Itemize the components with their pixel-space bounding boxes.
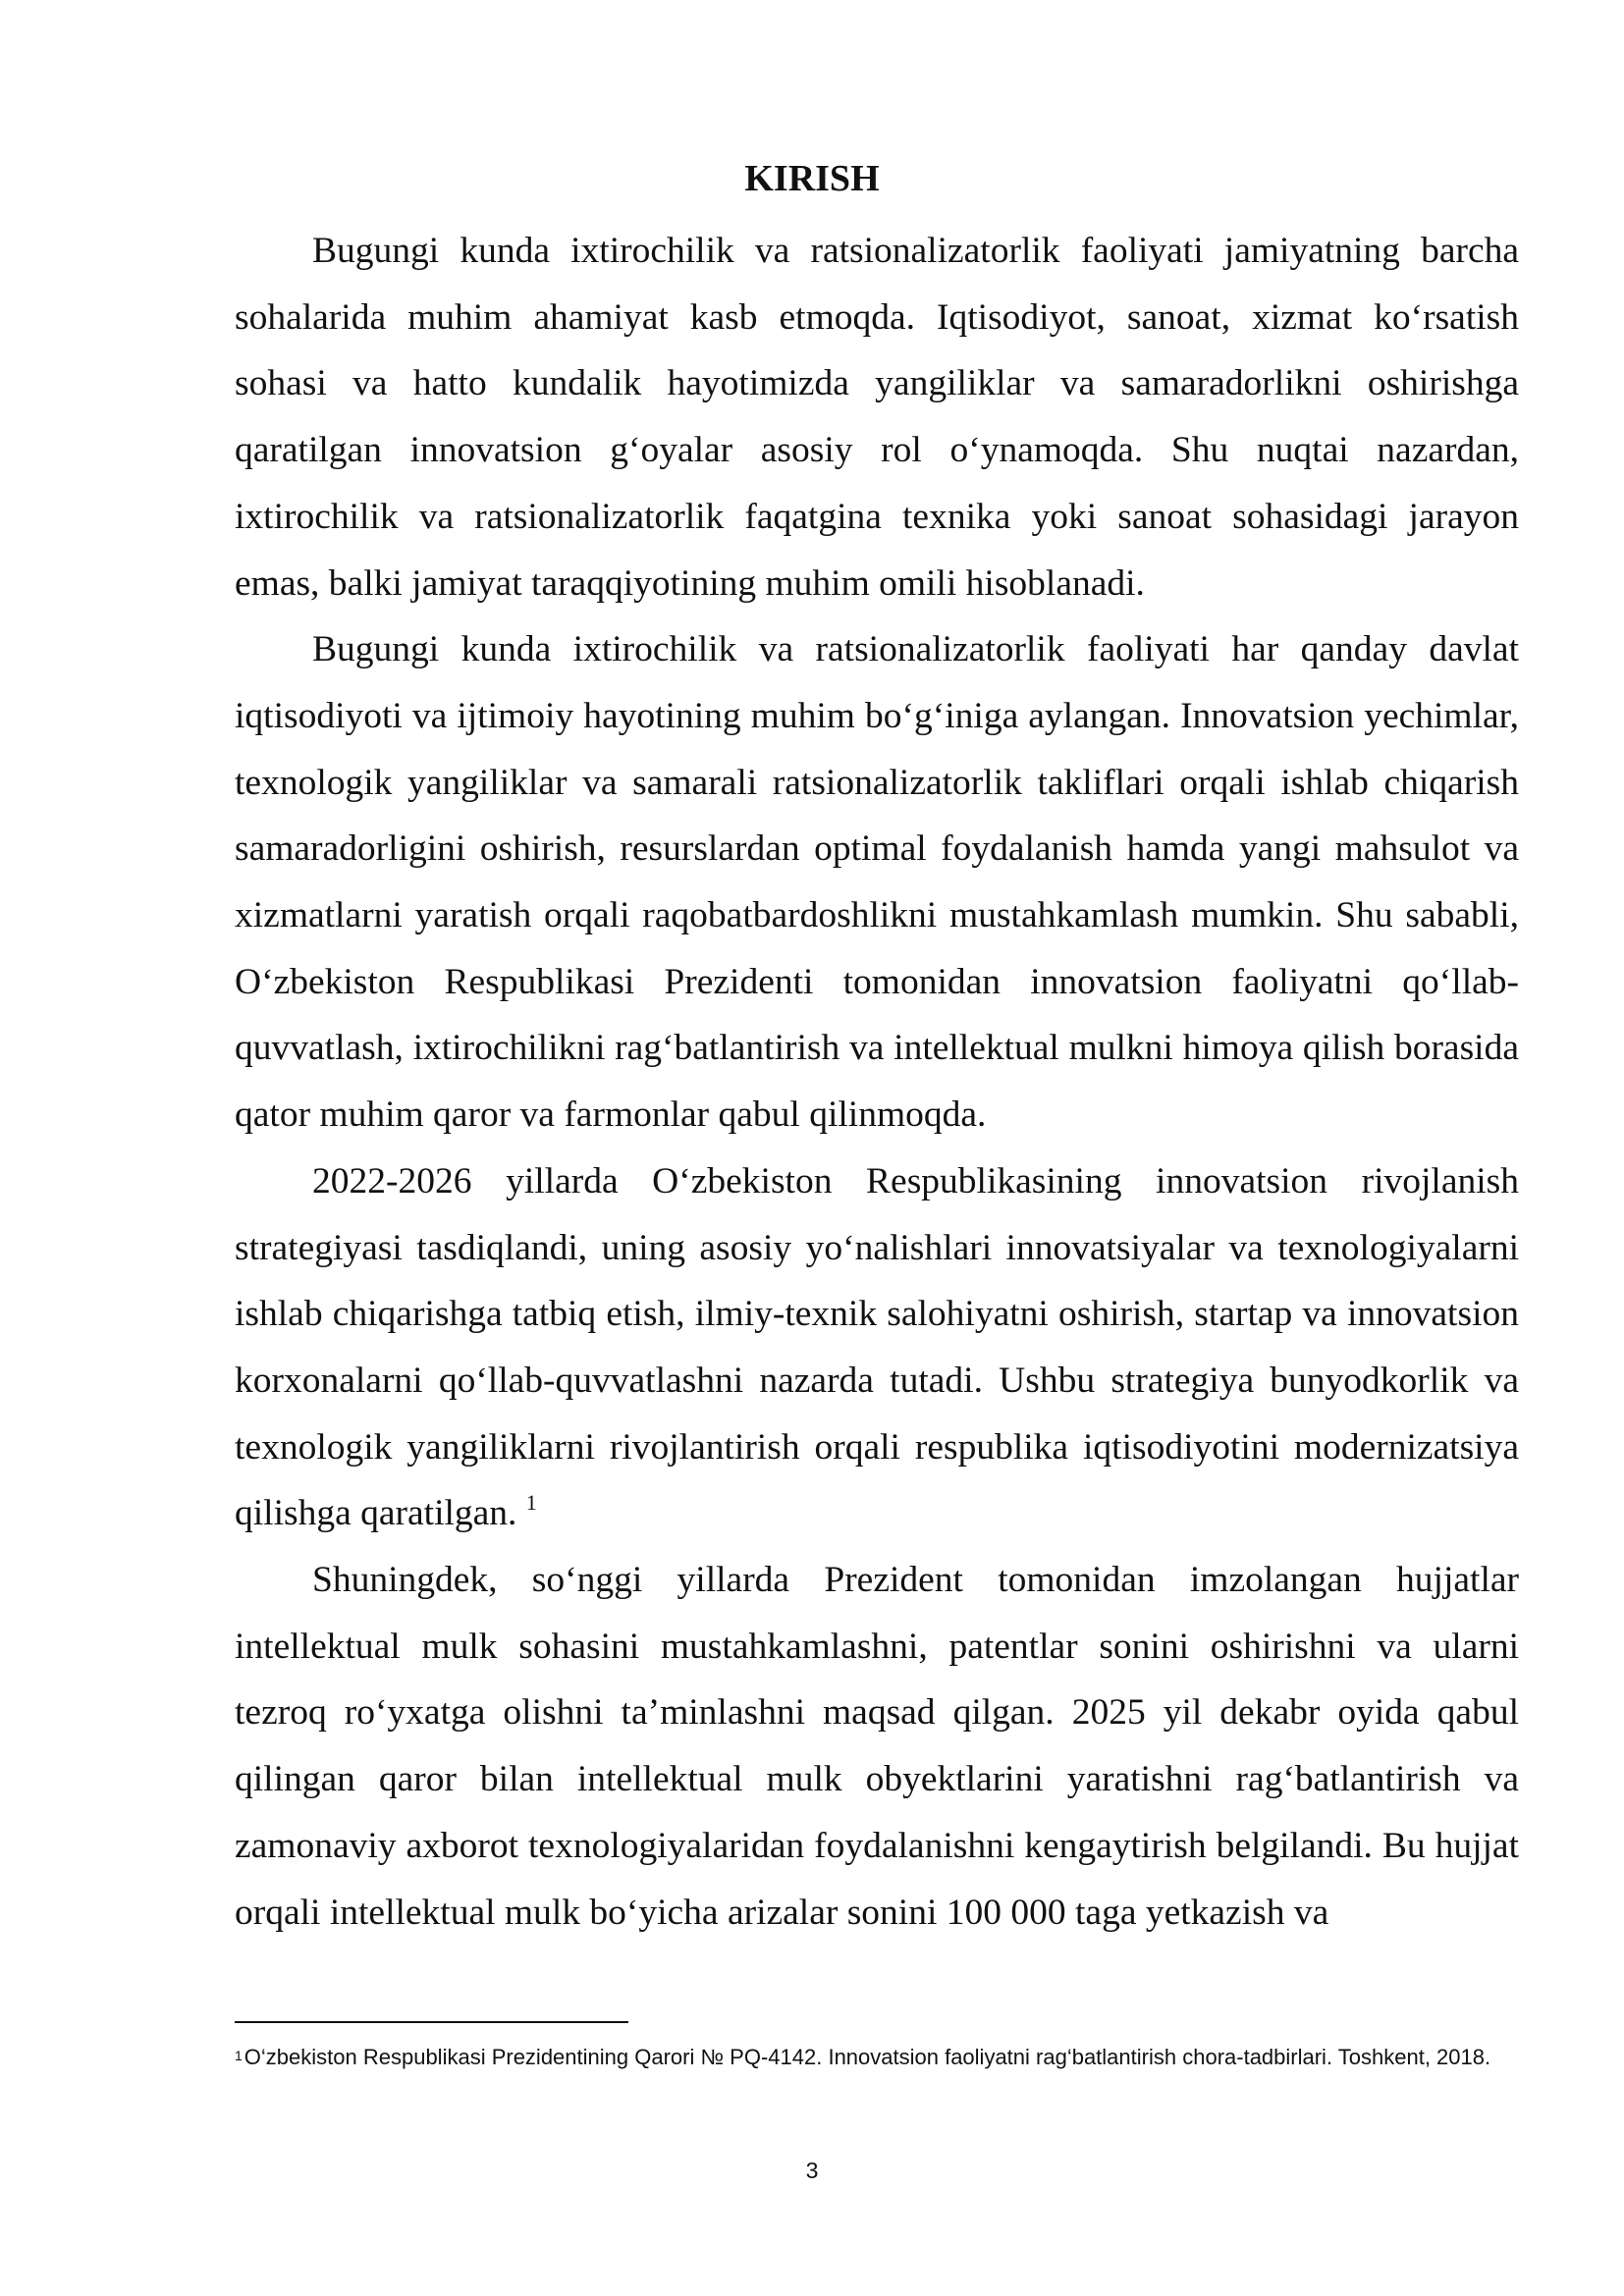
- footnote-text: O‘zbekiston Respublikasi Prezidentining Qarori № PQ-4142. Innovatsion faoliyatni rag‘batlantirish chora-tadbirlari. Toshkent, 2018.: [244, 2045, 1491, 2069]
- body-text: [235, 218, 1519, 1946]
- footnote: [235, 2042, 1519, 2073]
- page-number: 3: [805, 2158, 819, 2183]
- section-title: KIRISH: [744, 158, 880, 199]
- paragraph-3-text: 2022-2026 yillarda O‘zbekiston Respublikasining innovatsion rivojlanish strategiyasi tasdiqlandi, uning asosiy yo‘nalishlari innovatsiyalar va texnologiyalarni ishlab chiqarishga tatbiq etish, ilmiy-texnik salohiyatni oshirish, startap va innovatsion korxonalarni qo‘llab-quvvatlashni nazarda tutadi. Ushbu strategiya bunyodkorlik va texnologik yangiliklarni rivojlantirish orqali respublika iqtisodiyotini modernizatsiya qilishga qaratilgan.: [235, 1160, 1519, 1534]
- paragraph-4: Shuningdek, so‘nggi yillarda Prezident tomonidan imzolangan hujjatlar intellektual mulk sohasini mustahkamlashni, patentlar sonini oshirishni va ularni tezroq ro‘yxatga olishni ta’minlashni maqsad qilgan. 2025 yil dekabr oyida qabul qilingan qaror bilan intellektual mulk obyektlarini yaratishni rag‘batlantirish va zamonaviy axborot texnologiyalaridan foydalanishni kengaytirish belgilandi. Bu hujjat orqali intellektual mulk bo‘yicha arizalar sonini 100 000 taga yetkazish va: [235, 1560, 1519, 1933]
- footnote-reference[interactable]: 1: [525, 1489, 537, 1515]
- paragraph-3: [235, 1148, 1519, 1547]
- paragraph-2: Bugungi kunda ixtirochilik va ratsionalizatorlik faoliyati har qanday davlat iqtisodiyoti va ijtimoiy hayotining muhim bo‘g‘iniga aylangan. Innovatsion yechimlar, texnologik yangiliklar va samarali ratsionalizatorlik takliflari orqali ishlab chiqarish samaradorligini oshirish, resurslardan optimal foydalanish hamda yangi mahsulot va xizmatlarni yaratish orqali raqobatbardoshlikni mustahkamlash mumkin. Shu sababli, O‘zbekiston Respublikasi Prezidenti tomonidan innovatsion faoliyatni qo‘llab-quvvatlash, ixtirochilikni rag‘batlantirish va intellektual mulkni himoya qilish borasida qator muhim qaror va farmonlar qabul qilinmoqda.: [235, 629, 1519, 1136]
- footnote-separator: [235, 2021, 628, 2023]
- footnote-mark: 1: [235, 2048, 243, 2063]
- paragraph-1: Bugungi kunda ixtirochilik va ratsionalizatorlik faoliyati jamiyatning barcha sohalarida muhim ahamiyat kasb etmoqda. Iqtisodiyot, sanoat, xizmat ko‘rsatish sohasi va hatto kundalik hayotimizda yangiliklar va samaradorlikni oshirishga qaratilgan innovatsion g‘oyalar asosiy rol o‘ynamoqda. Shu nuqtai nazardan, ixtirochilik va ratsionalizatorlik faqatgina texnika yoki sanoat sohasidagi jarayon emas, balki jamiyat taraqqiyotining muhim omili hisoblanadi.: [235, 231, 1519, 604]
